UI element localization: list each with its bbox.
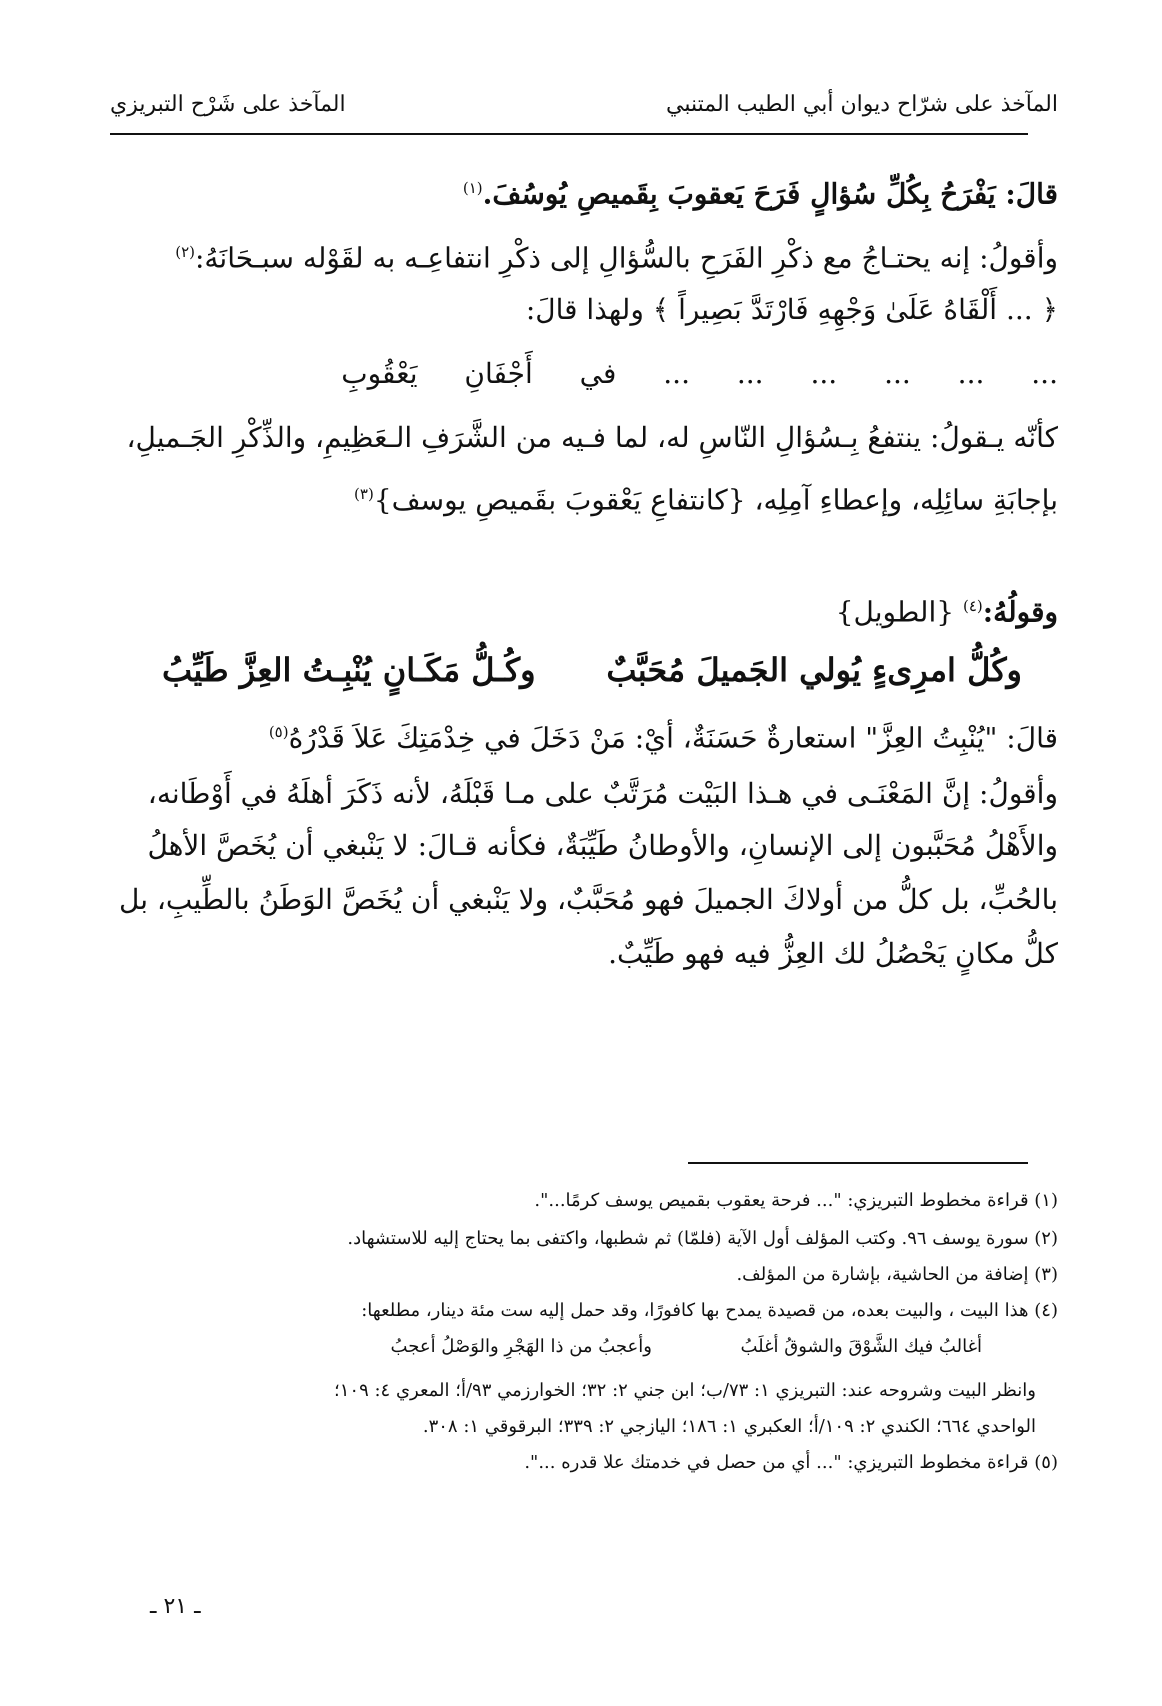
page-number: ـ ٢١ ـ (150, 1594, 201, 1619)
body-line-9: وأقولُ: إنَّ المَعْنَـى في هـذا البَيْت مُرَتَّبٌ على مـا قَبْلَهُ، لأنه ذَكَرَ أهلَهُ في أَوْطَانه، (147, 777, 1058, 810)
footnote-separator (688, 1162, 1028, 1164)
verse-first-hemistich: وكُلُّ امرِىءٍ يُولي الجَميلَ مُحَبَّبٌ (606, 651, 1022, 689)
footnote-ref-4: (٤) (962, 597, 983, 615)
footnote-ref-3: (٣) (354, 485, 374, 503)
verse-intro-line (140, 586, 1058, 632)
body-line-2-text: وأقولُ: إنه يحتـاجُ مع ذكْرِ الفَرَحِ بالسُّؤالِ إلى ذكْرِ انتفاعِـه به لقَوْله سبـحَانَهُ: (194, 241, 1058, 275)
verse-intro-label: وقولُهُ: (982, 595, 1058, 629)
footnote-4: (٤) هذا البيت ، والبيت بعده، من قصيدة يمدح بها كافورًا، وقد حمل إليه ست مئة دينار، مطلعها: (361, 1300, 1058, 1321)
body-line-2 (140, 232, 1058, 278)
verse-second-hemistich: وكُـلُّ مَكَـانٍ يُنْبِـتُ العِزَّ طَيِّبُ (162, 651, 536, 689)
body-line-11: بالحُبِّ، بل كلُّ من أولاكَ الجميلَ فهو مُحَبَّبٌ، ولا يَنْبغي أن يُخَصَّ الوَطَنُ بالطِّيبِ، بل (118, 883, 1058, 916)
footnote-verse-second-hemistich: وأعجبُ من ذا الهَجْرِ والوَصْلُ أعجبُ (390, 1336, 652, 1357)
footnote-ref-5: (٥) (268, 723, 289, 741)
body-line-6 (140, 474, 1058, 520)
footnote-3: (٣) إضافة من الحاشية، بإشارة من المؤلف. (736, 1264, 1058, 1285)
quran-quote-line: ﴿ ... أَلْقَاهُ عَلَىٰ وَجْهِهِ فَارْتَدَّ بَصِيراً ﴾ ولهذا قالَ: (525, 293, 1058, 326)
footnote-1: (١) قراءة مخطوط التبريزي: "... فرحة يعقوب بقميص يوسف كرمًا...". (534, 1190, 1058, 1211)
body-line-12: كلُّ مكانٍ يَحْصُلُ لك العِزُّ فيه فهو طَيِّبٌ. (608, 937, 1058, 970)
body-line-1 (140, 168, 1058, 214)
running-title-book: المآخذ على شرّاح ديوان أبي الطيب المتنبي (666, 92, 1058, 117)
footnote-4-references-2: الواحدي ٦٦٤؛ الكندي ٢: ١٠٩/أ؛ العكبري ١: ١٨٦؛ اليازجي ٢: ٣٣٩؛ البرقوقي ١: ٣٠٨. (422, 1416, 1036, 1437)
body-line-1-text: قالَ: يَفْرَحُ بِكُلِّ سُؤالٍ فَرَحَ يَعقوبَ بِقَميصِ يُوسُفَ. (482, 177, 1058, 211)
footnote-5: (٥) قراءة مخطوط التبريزي: "... أي من حصل في خدمتك علا قدره ...". (524, 1452, 1058, 1473)
verse-fragment-line: ... ... ... ... ... ... في أَجْفَانِ يَعْقُوبِ (341, 357, 1058, 390)
body-line-8-text: قالَ: "يُنْبِتُ العِزَّ" استعارةٌ حَسَنَةٌ، أيْ: مَنْ دَخَلَ في خِدْمَتِكَ عَلاَ قَدْرُهُ (288, 721, 1058, 755)
meter-label: {الطويل} (835, 595, 955, 629)
footnote-2: (٢) سورة يوسف ٩٦. وكتب المؤلف أول الآية (فلمّا) ثم شطبها، واكتفى بما يحتاج إليه للاستشهاد. (347, 1228, 1058, 1249)
body-line-10: والأَهْلُ مُحَبَّبون إلى الإنسانِ، والأوطانُ طَيِّبَةٌ، فكأنه قـالَ: لا يَنْبغي أن يُخَصَّ الأهلُ (147, 829, 1058, 862)
footnote-verse-first-hemistich: أغالبُ فيك الشَّوْقَ والشوقُ أغلَبُ (740, 1336, 982, 1357)
body-line-6-text: بإجابَةِ سائِلِه، وإعطاءِ آمِلِه، {كانتفاعِ يَعْقوبَ بقَميصِ يوسف} (373, 483, 1058, 517)
footnote-4-references-1: وانظر البيت وشروحه عند: التبريزي ١: ٧٣/ب؛ ابن جني ٢: ٣٢؛ الخوارزمي ٩٣/أ؛ المعري ٤: ١٠٩؛ (334, 1380, 1036, 1401)
body-line-8 (140, 712, 1058, 758)
footnote-ref-1: (١) (462, 179, 483, 197)
running-title-section: المآخذ على شَرْح التبريزي (110, 92, 346, 117)
footnote-ref-2: (٢) (175, 243, 195, 261)
body-line-5: كأنّه يـقولُ: ينتفعُ بِـسُؤالِ النّاسِ له، لما فـيه من الشَّرَفِ الـعَظِيمِ، والذِّكْرِ الجَـميلِ، (126, 421, 1058, 454)
header-rule (110, 133, 1028, 135)
